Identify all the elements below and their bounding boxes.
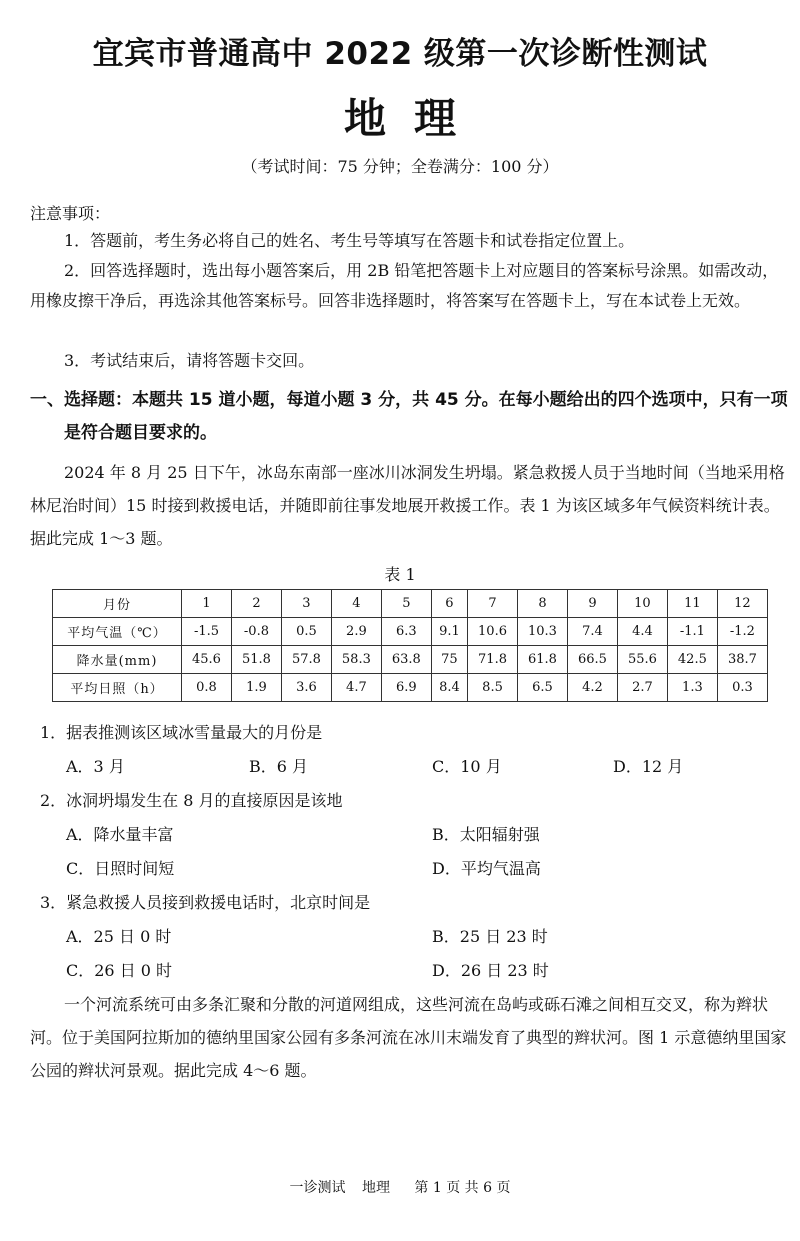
table-cell: 5 (381, 590, 431, 618)
table-cell: -1.5 (182, 618, 232, 646)
table-cell: 8 (518, 590, 568, 618)
table-cell: 4.7 (331, 674, 381, 702)
table-cell: 4 (331, 590, 381, 618)
table-cell: 38.7 (717, 646, 767, 674)
page-footer (0, 1177, 800, 1197)
footer-page: 第 1 页 共 6 页 (414, 1180, 511, 1196)
table-cell: 7.4 (567, 618, 617, 646)
table-cell: 6.9 (381, 674, 431, 702)
table-cell: 10.3 (518, 618, 568, 646)
passage-2: 一个河流系统可由多条汇聚和分散的河道网组成，这些河流在岛屿或砾石滩之间相互交叉，称为辫状河。位于美国阿拉斯加的德纳里国家公园有多条河流在冰川末端发育了典型的辫状河。图 1 示意德纳里国家公园的辫状河景观。据此完成 4～6 题。 (30, 995, 787, 1080)
q2-option-c[interactable]: C．日照时间短 (66, 859, 175, 878)
table-cell: 12 (717, 590, 767, 618)
table-row (53, 646, 768, 674)
table-cell: 66.5 (567, 646, 617, 674)
question-3: 3．紧急救援人员接到救援电话时，北京时间是 (40, 893, 371, 912)
question-1: 1．据表推测该区域冰雪量最大的月份是 (40, 723, 323, 742)
table-cell: 57.8 (281, 646, 331, 674)
table-cell: 4.4 (617, 618, 667, 646)
table-row (53, 590, 768, 618)
climate-table (52, 589, 768, 702)
section-heading: 一、选择题：本题共 15 道小题，每道小题 3 分，共 45 分。在每小题给出的四个选项中，只有一项是符合题目要求的。 (30, 390, 788, 443)
passage-1: 2024 年 8 月 25 日下午，冰岛东南部一座冰川冰洞发生坍塌。紧急救援人员于当地时间（当地采用格林尼治时间）15 时接到救援电话，并随即前往事发地展开救援工作。表 1 为该区域多年气候资料统计表。据此完成 1～3 题。 (30, 463, 785, 548)
table-cell: 61.8 (518, 646, 568, 674)
table-row (53, 618, 768, 646)
notice-title: 注意事项： (30, 204, 111, 223)
table-cell: 1.3 (667, 674, 717, 702)
table-cell: -0.8 (231, 618, 281, 646)
table-cell: 0.8 (182, 674, 232, 702)
table-cell: 11 (667, 590, 717, 618)
table-cell: -1.1 (667, 618, 717, 646)
exam-info: （考试时间：75 分钟；全卷满分：100 分） (241, 157, 559, 176)
table-cell: 10 (617, 590, 667, 618)
table-row-header: 平均气温（℃） (53, 618, 182, 646)
table-cell: 1.9 (231, 674, 281, 702)
table-cell: 0.3 (717, 674, 767, 702)
table-cell: 6.3 (381, 618, 431, 646)
subject-title: 地理 (343, 94, 484, 143)
table-row (53, 674, 768, 702)
table-cell: 42.5 (667, 646, 717, 674)
notice-item-2: 2．回答选择题时，选出每小题答案后，用 2B 铅笔把答题卡上对应题目的答案标号涂黑。如需改动，用橡皮擦干净后，再选涂其他答案标号。回答非选择题时，将答案写在答题卡上，写在本试卷上无效。 (30, 261, 779, 310)
exam-title: 宜宾市普通高中 2022 级第一次诊断性测试 (92, 36, 708, 72)
table-cell: 8.4 (431, 674, 467, 702)
table-cell: 6.5 (518, 674, 568, 702)
footer-exam: 一诊测试 (289, 1180, 346, 1196)
table-cell: 3 (281, 590, 331, 618)
q3-option-a[interactable]: A．25 日 0 时 (66, 927, 172, 946)
table-cell: 75 (431, 646, 467, 674)
q2-option-b[interactable]: B．太阳辐射强 (432, 825, 540, 844)
table-cell: 0.5 (281, 618, 331, 646)
q1-option-d[interactable]: D．12 月 (613, 757, 684, 776)
q2-option-d[interactable]: D．平均气温高 (432, 859, 541, 878)
table-cell: 1 (182, 590, 232, 618)
q1-option-b[interactable]: B．6 月 (249, 757, 309, 776)
q3-option-b[interactable]: B．25 日 23 时 (432, 927, 548, 946)
q2-option-a[interactable]: A．降水量丰富 (66, 825, 174, 844)
table-cell: 58.3 (331, 646, 381, 674)
notice-item-1: 1．答题前，考生务必将自己的姓名、考生号等填写在答题卡和试卷指定位置上。 (64, 231, 635, 250)
q3-option-c[interactable]: C．26 日 0 时 (66, 961, 173, 980)
q3-option-d[interactable]: D．26 日 23 时 (432, 961, 549, 980)
table-cell: -1.2 (717, 618, 767, 646)
table-cell: 2.7 (617, 674, 667, 702)
notice-item-3: 3．考试结束后，请将答题卡交回。 (64, 351, 315, 370)
table-cell: 63.8 (381, 646, 431, 674)
table-row-header: 平均日照（h） (53, 674, 182, 702)
table-cell: 7 (468, 590, 518, 618)
table-cell: 45.6 (182, 646, 232, 674)
table-cell: 3.6 (281, 674, 331, 702)
table-cell: 51.8 (231, 646, 281, 674)
q1-option-c[interactable]: C．10 月 (432, 757, 502, 776)
table-cell: 9 (567, 590, 617, 618)
table-cell: 9.1 (431, 618, 467, 646)
table-cell: 71.8 (468, 646, 518, 674)
table-cell: 2.9 (331, 618, 381, 646)
question-2: 2．冰洞坍塌发生在 8 月的直接原因是该地 (40, 791, 343, 810)
table-row-header: 月份 (53, 590, 182, 618)
table-cell: 2 (231, 590, 281, 618)
table-cell: 4.2 (567, 674, 617, 702)
table-caption: 表 1 (384, 565, 416, 584)
q1-option-a[interactable]: A．3 月 (66, 757, 125, 776)
table-cell: 55.6 (617, 646, 667, 674)
table-cell: 10.6 (468, 618, 518, 646)
table-cell: 8.5 (468, 674, 518, 702)
footer-subject: 地理 (361, 1180, 390, 1196)
table-cell: 6 (431, 590, 467, 618)
table-row-header: 降水量(mm) (53, 646, 182, 674)
